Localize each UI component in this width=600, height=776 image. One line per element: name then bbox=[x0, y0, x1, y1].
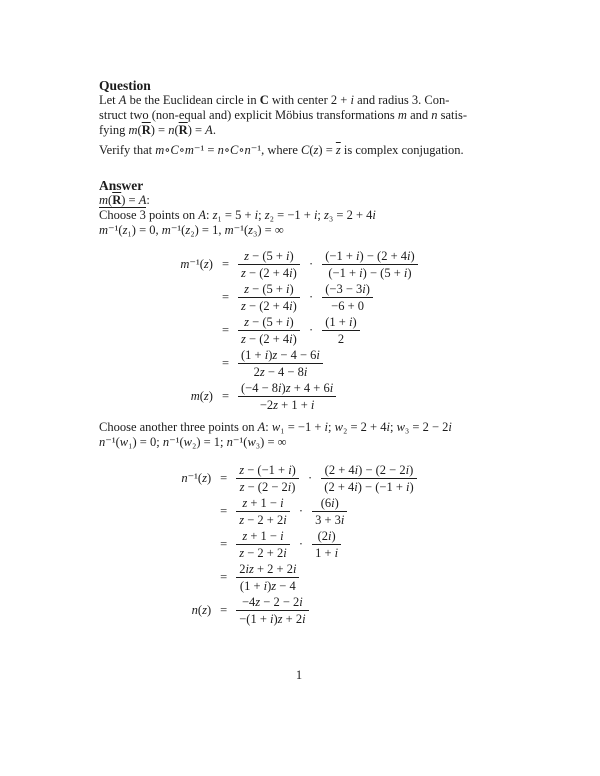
equation-lhs: m⁻¹(z) bbox=[180, 257, 213, 271]
equation-row bbox=[181, 528, 416, 561]
fraction-denominator: z − (2 + 4i) bbox=[241, 299, 297, 313]
m-equation-block bbox=[180, 248, 417, 413]
fraction-numerator: (2i) bbox=[312, 529, 341, 545]
equation-rhs bbox=[236, 594, 416, 627]
fraction-denominator: z − 2 + 2i bbox=[239, 513, 287, 527]
fraction-denominator: −2z + 1 + i bbox=[259, 398, 315, 412]
equals-sign: = bbox=[221, 257, 229, 271]
equation-row bbox=[180, 380, 417, 413]
fraction-denominator: (2 + 4i) − (−1 + i) bbox=[324, 480, 414, 494]
equation-lhs: m(z) bbox=[190, 389, 213, 403]
question-line: struct two (non-equal and) explicit Möbius transformations m and n satis- bbox=[99, 108, 468, 122]
fraction bbox=[238, 282, 300, 313]
inverse-n-values-line: n⁻¹(w₁) = 0; n⁻¹(w₂) = 1; n⁻¹(w₃) = ∞ bbox=[99, 435, 287, 449]
claim-colon: : bbox=[146, 193, 150, 207]
page-number: 1 bbox=[295, 668, 303, 682]
fraction-numerator: z − (5 + i) bbox=[238, 282, 300, 298]
fraction bbox=[236, 496, 289, 527]
multiplication-dot: · bbox=[307, 471, 313, 485]
claim-line bbox=[99, 193, 499, 208]
equals-sign: = bbox=[221, 389, 229, 403]
fraction bbox=[322, 282, 373, 313]
multiplication-dot: · bbox=[298, 504, 303, 518]
inverse-m-values-line: m⁻¹(z₁) = 0, m⁻¹(z₂) = 1, m⁻¹(z₃) = ∞ bbox=[99, 223, 284, 237]
choose-m-points-line: Choose 3 points on A: z₁ = 5 + i; z₂ = −1 + i; z₃ = 2 + 4i bbox=[99, 208, 376, 222]
document-content bbox=[99, 78, 499, 627]
equation-lhs: n⁻¹(z) bbox=[181, 471, 212, 485]
equation-row bbox=[180, 314, 417, 347]
multiplication-dot: · bbox=[308, 323, 314, 337]
choose-n-points-line: Choose another three points on A: w₁ = −1 + i; w₂ = 2 + 4i; w₃ = 2 − 2i bbox=[99, 420, 452, 434]
question-paragraph bbox=[99, 93, 499, 138]
fraction bbox=[312, 529, 341, 560]
equation-row bbox=[181, 495, 416, 528]
fraction-numerator: z − (−1 + i) bbox=[236, 463, 299, 479]
equation-rhs bbox=[238, 281, 418, 314]
equals-sign: = bbox=[220, 603, 228, 617]
equals-sign: = bbox=[221, 356, 229, 370]
equation-rhs bbox=[236, 528, 416, 561]
verify-line: Verify that m∘C∘m⁻¹ = n∘C∘n⁻¹, where $C(z) = \overline{z}$ is complex conjugation. bbox=[99, 143, 464, 157]
fraction-denominator: 3 + 3i bbox=[315, 513, 345, 527]
question-heading: Question bbox=[99, 78, 151, 93]
fraction bbox=[238, 315, 300, 346]
equation-lhs bbox=[181, 495, 211, 528]
fraction-numerator: z + 1 − i bbox=[236, 496, 289, 512]
fraction-numerator: (1 + i) bbox=[322, 315, 359, 331]
fraction-denominator: z − (2 + 4i) bbox=[241, 266, 297, 280]
fraction-numerator: z − (5 + i) bbox=[238, 249, 300, 265]
equation-row bbox=[180, 281, 417, 314]
equation-row bbox=[181, 561, 416, 594]
fraction bbox=[322, 315, 359, 346]
equation-rhs bbox=[236, 495, 416, 528]
fraction-numerator: (6i) bbox=[312, 496, 347, 512]
multiplication-dot: · bbox=[298, 537, 303, 551]
equation-row bbox=[181, 462, 416, 495]
fraction-denominator: −6 + 0 bbox=[331, 299, 365, 313]
fraction-numerator: (2 + 4i) − (2 − 2i) bbox=[321, 463, 416, 479]
fraction bbox=[312, 496, 347, 527]
fraction-numerator: (−4 − 8i)z + 4 + 6i bbox=[238, 381, 336, 397]
equation-lhs bbox=[180, 281, 213, 314]
fraction bbox=[322, 249, 417, 280]
equation-rhs bbox=[236, 561, 416, 594]
equals-sign: = bbox=[220, 471, 228, 485]
multiplication-dot: · bbox=[308, 257, 314, 271]
multiplication-dot: · bbox=[308, 290, 314, 304]
n-equation-block bbox=[181, 462, 416, 627]
equals-sign: = bbox=[221, 290, 229, 304]
fraction-denominator: z − (2 − 2i) bbox=[239, 480, 296, 494]
equation-row bbox=[181, 594, 416, 627]
equals-sign: = bbox=[221, 323, 229, 337]
equation-rhs bbox=[238, 248, 418, 281]
fraction-denominator: (1 + i)z − 4 bbox=[239, 579, 296, 593]
equation-row bbox=[180, 248, 417, 281]
equals-sign: = bbox=[220, 537, 228, 551]
equation-lhs bbox=[180, 314, 213, 347]
equals-sign: = bbox=[220, 504, 228, 518]
equation-row bbox=[180, 347, 417, 380]
fraction-numerator: 2iz + 2 + 2i bbox=[236, 562, 299, 578]
fraction-denominator: 2 bbox=[337, 332, 345, 346]
question-line: Let A be the Euclidean circle in C with center 2 + i and radius 3. Con- bbox=[99, 93, 450, 107]
fraction-numerator: (1 + i)z − 4 − 6i bbox=[238, 348, 323, 364]
fraction-denominator: z − (2 + 4i) bbox=[241, 332, 297, 346]
fraction-denominator: (−1 + i) − (5 + i) bbox=[328, 266, 412, 280]
equation-rhs bbox=[238, 347, 418, 380]
fraction-denominator: −(1 + i)z + 2i bbox=[239, 612, 306, 626]
fraction bbox=[238, 348, 323, 379]
equation-lhs bbox=[180, 347, 213, 380]
fraction-numerator: z − (5 + i) bbox=[238, 315, 300, 331]
fraction-numerator: (−1 + i) − (2 + 4i) bbox=[322, 249, 417, 265]
fraction bbox=[236, 562, 299, 593]
claim-underlined-text: $m(\overline{R}) = A$ bbox=[99, 193, 147, 207]
equation-rhs bbox=[236, 462, 416, 495]
equation-rhs bbox=[238, 380, 418, 413]
equation-lhs bbox=[181, 528, 211, 561]
fraction bbox=[236, 463, 299, 494]
fraction bbox=[238, 249, 300, 280]
fraction-denominator: 1 + i bbox=[315, 546, 339, 560]
equals-sign: = bbox=[220, 570, 228, 584]
equation-lhs bbox=[181, 561, 211, 594]
fraction-numerator: (−3 − 3i) bbox=[322, 282, 373, 298]
fraction bbox=[321, 463, 416, 494]
fraction-denominator: 2z − 4 − 8i bbox=[253, 365, 308, 379]
question-line: fying $m(\overline{R}) = n(\overline{R}) = A$. bbox=[99, 123, 216, 137]
equation-rhs bbox=[238, 314, 418, 347]
equation-lhs: n(z) bbox=[191, 603, 212, 617]
fraction bbox=[236, 595, 308, 626]
fraction-denominator: z − 2 + 2i bbox=[239, 546, 287, 560]
answer-heading: Answer bbox=[99, 178, 144, 193]
fraction-numerator: z + 1 − i bbox=[236, 529, 289, 545]
fraction-numerator: −4z − 2 − 2i bbox=[236, 595, 308, 611]
fraction bbox=[236, 529, 289, 560]
fraction bbox=[238, 381, 336, 412]
